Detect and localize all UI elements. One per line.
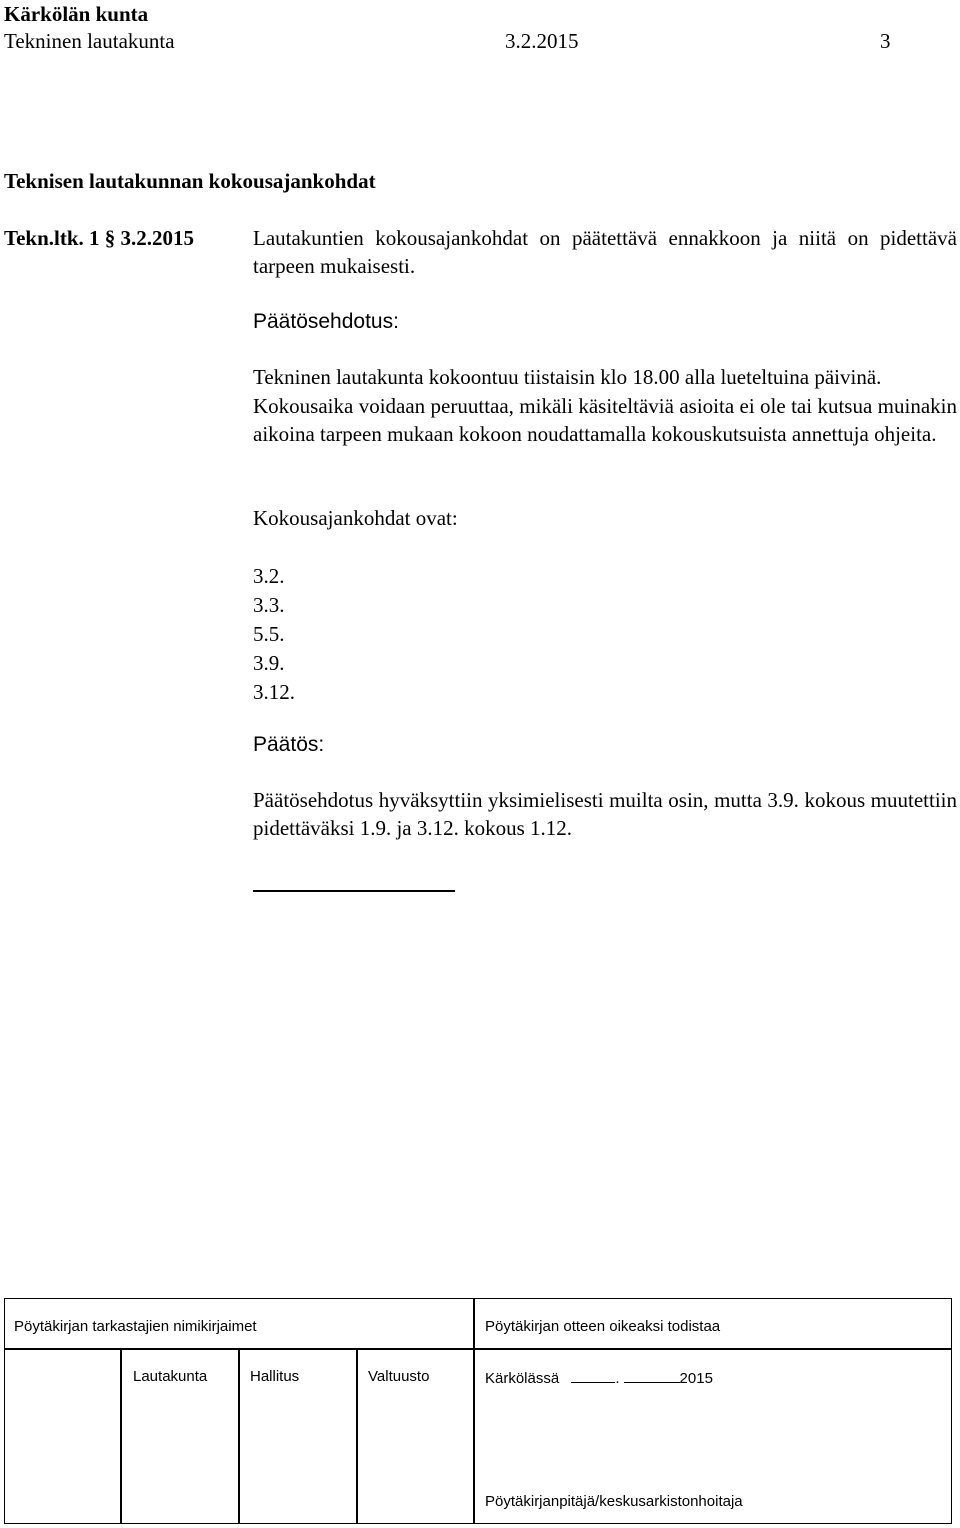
date-separator: . [615, 1370, 620, 1387]
proposal-heading: Päätösehdotus: [253, 310, 399, 333]
footer-divider-horizontal [4, 1348, 952, 1350]
proposal-text: Kokousaika voidaan peruuttaa, mikäli käsiteltäviä asioita ei ole tai kutsua muinakin aikoina tarpeen mukaan kokoon noudattamalla kokouskutsuista annettuja ohjeita. [253, 394, 957, 446]
list-item: 3.3. [253, 593, 285, 617]
footer-divider-col2 [238, 1348, 240, 1524]
separator-line [253, 890, 455, 892]
initials-label: Pöytäkirjan tarkastajien nimikirjaimet [14, 1318, 257, 1335]
footer-divider-center [473, 1298, 475, 1524]
list-item: 3.9. [253, 651, 285, 675]
day-blank [571, 1368, 615, 1383]
municipality-name: Kärkölän kunta [4, 2, 149, 26]
place-date-line [485, 1368, 713, 1387]
footer-divider-col1 [120, 1348, 122, 1524]
proposal-line: Tekninen lautakunta kokoontuu tiistaisin klo 18.00 alla lueteltuina päivinä. [253, 365, 882, 389]
footer-divider-col3 [356, 1348, 358, 1524]
dates-heading: Kokousajankohdat ovat: [253, 506, 458, 530]
page-number: 3 [880, 29, 891, 53]
list-item: 5.5. [253, 622, 285, 646]
list-item: 3.12. [253, 680, 295, 704]
decision-text: Päätösehdotus hyväksyttiin yksimielisesti muilta osin, mutta 3.9. kokous muutettiin pidettäväksi 1.9. ja 3.12. kokous 1.12. [253, 788, 957, 840]
place-name: Kärkölässä [485, 1370, 560, 1387]
body-valtuusto: Valtuusto [368, 1368, 430, 1385]
body-hallitus: Hallitus [250, 1368, 300, 1385]
dates-list [253, 562, 295, 707]
board-name: Tekninen lautakunta [4, 29, 175, 53]
body-lautakunta: Lautakunta [133, 1368, 208, 1385]
decision-heading: Päätös: [253, 733, 325, 756]
header-date: 3.2.2015 [505, 29, 579, 53]
item-reference: Tekn.ltk. 1 § 3.2.2015 [4, 226, 195, 250]
list-item: 3.2. [253, 564, 285, 588]
year: 2015 [679, 1370, 713, 1387]
signatory-label: Pöytäkirjanpitäjä/keskusarkistonhoitaja [485, 1493, 743, 1510]
item-intro: Lautakuntien kokousajankohdat on päätettävä ennakkoon ja niitä on pidettävä tarpeen mukaisesti. [253, 226, 957, 278]
month-blank [624, 1368, 680, 1383]
certify-label: Pöytäkirjan otteen oikeaksi todistaa [485, 1318, 721, 1335]
section-title: Teknisen lautakunnan kokousajankohdat [4, 169, 376, 193]
